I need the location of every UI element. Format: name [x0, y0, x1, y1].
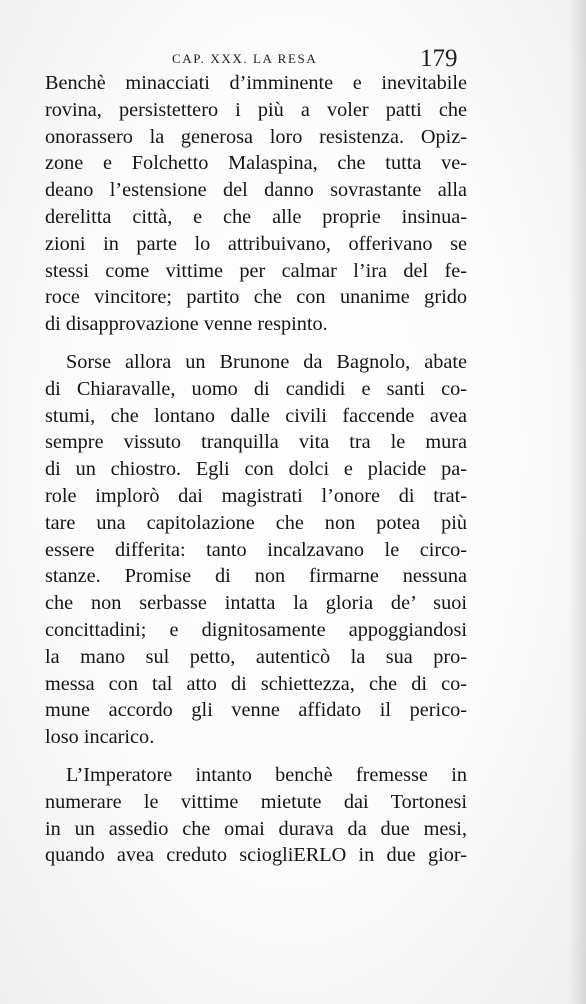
text-line: di disapprovazione venne respinto. — [45, 313, 328, 336]
text-line: role implorò dai magistrati l’onore di trat- — [45, 484, 467, 507]
text-line: sempre vissuto tranquilla vita tra le mura — [45, 431, 467, 454]
text-line: di un chiostro. Egli con dolci e placide pa- — [45, 458, 467, 481]
text-line: Benchè minacciati d’imminente e inevitabile — [45, 72, 467, 94]
text-line: concittadini; e dignitosamente appoggiandosi — [45, 618, 467, 641]
text-line: derelitta città, e che alle proprie insinua- — [45, 205, 467, 228]
body-text — [45, 70, 467, 869]
page-number: 179 — [420, 45, 458, 72]
text-line: Sorse allora un Brunone da Bagnolo, abate — [66, 350, 467, 373]
text-line: L’Imperatore intanto benchè fremesse in — [66, 763, 467, 786]
text-line: rovina, persistettero i più a voler patti che — [45, 98, 467, 121]
text-line: che non serbasse intatta la gloria de’ suoi — [45, 592, 467, 615]
text-line: roce vincitore; partito che con unanime grido — [45, 286, 467, 309]
text-line: stanze. Promise di non firmarne nessuna — [45, 565, 467, 588]
text-line: quando avea creduto sciogliERLO in due gior- — [45, 844, 467, 867]
text-line: loso incarico. — [45, 726, 155, 749]
text-line: la mano sul petto, autenticò la sua pro- — [45, 645, 467, 668]
text-line: messa con tal atto di schiettezza, che di co- — [45, 672, 467, 695]
text-line: stessi come vittime per calmar l’ira del fe- — [45, 259, 467, 282]
text-line: tare una capitolazione che non potea più — [45, 511, 467, 534]
paragraph-3 — [45, 762, 467, 869]
paragraph-1 — [45, 70, 467, 338]
text-line: in un assedio che omai durava da due mesi, — [45, 817, 467, 840]
paragraph-gap — [45, 338, 467, 349]
text-line: numerare le vittime mietute dai Tortonesi — [45, 790, 467, 813]
paragraph-gap — [45, 751, 467, 762]
text-line: zone e Folchetto Malaspina, che tutta ve- — [45, 152, 467, 175]
text-line: essere differita: tanto incalzavano le circo- — [45, 538, 467, 561]
text-line: onorassero la generosa loro resistenza. Opiz- — [45, 125, 467, 148]
paragraph-2 — [45, 349, 467, 751]
text-line: mune accordo gli venne affidato il perico- — [45, 699, 467, 722]
text-line: stumi, che lontano dalle civili faccende avea — [45, 404, 467, 427]
text-line: deano l’estensione del danno sovrastante alla — [45, 179, 467, 202]
text-line: zioni in parte lo attribuivano, offerivano se — [45, 232, 467, 255]
text-line: di Chiaravalle, uomo di candidi e santi co- — [45, 377, 467, 400]
running-title: CAP. XXX. LA RESA — [172, 51, 318, 66]
